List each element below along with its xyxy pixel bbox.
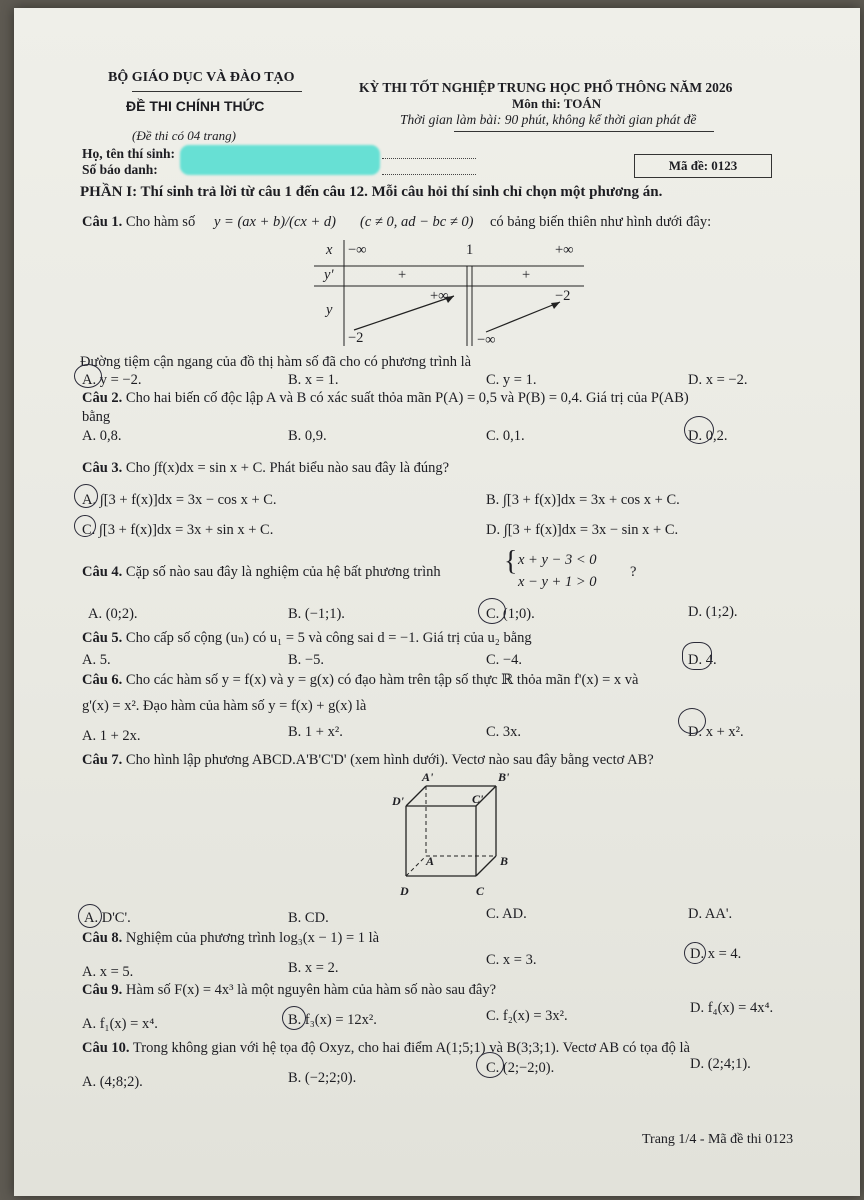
q3-option-a[interactable]: A. ∫[3 + f(x)]dx = 3x − cos x + C. — [82, 492, 277, 508]
q1-option-a[interactable]: A. y = −2. — [82, 372, 142, 388]
table-x-pos-inf: +∞ — [555, 242, 574, 258]
q6-option-d[interactable]: D. x + x². — [688, 724, 744, 740]
q9-option-d[interactable]: D. f₄(x) = 4x⁴. — [690, 1000, 774, 1016]
q9-stem: Câu 9. Hàm số F(x) = 4x³ là một nguyên hàm của hàm số nào sau đây? — [82, 982, 497, 998]
cube-label-b: B — [500, 854, 509, 868]
q2-option-a[interactable]: A. 0,8. — [82, 428, 122, 444]
q8-stem: Câu 8. Nghiệm của phương trình log₃(x − 1) = 1 là — [82, 930, 380, 946]
q9-option-b[interactable]: B. f₃(x) = 12x². — [288, 1012, 377, 1028]
q7-option-d[interactable]: D. AA'. — [688, 906, 733, 922]
q10-stem: Câu 10. Trong không gian với hệ tọa độ Oxyz, cho hai điểm A(1;5;1) và B(3;3;1). Vectơ AB có tọa độ là — [82, 1040, 690, 1056]
ministry-name: BỘ GIÁO DỤC VÀ ĐÀO TẠO — [108, 70, 295, 85]
q5-option-c[interactable]: C. −4. — [486, 652, 522, 668]
q8-option-a[interactable]: A. x = 5. — [82, 964, 134, 980]
table-x-neg-inf: −∞ — [348, 242, 367, 258]
table-x-one: 1 — [466, 242, 474, 258]
q1-question: Đường tiệm cận ngang của đồ thị hàm số đã cho có phương trình là — [80, 354, 472, 370]
q1-option-d[interactable]: D. x = −2. — [688, 372, 748, 388]
q6-option-c[interactable]: C. 3x. — [486, 724, 522, 740]
table-y-top-1: +∞ — [430, 288, 449, 304]
q5-option-b[interactable]: B. −5. — [288, 652, 324, 668]
table-y-label: y — [326, 302, 333, 318]
answer-mark-q2 — [684, 416, 714, 444]
table-sign-1: + — [398, 267, 407, 283]
part-one-heading: PHẦN I: Thí sinh trả lời từ câu 1 đến câu 12. Mỗi câu hỏi thí sinh chỉ chọn một phương án. — [80, 184, 663, 200]
table-y-top-2: −2 — [555, 288, 571, 304]
q8-option-d[interactable]: D. x = 4. — [690, 946, 742, 962]
q5-option-a[interactable]: A. 5. — [82, 652, 111, 668]
table-y-bottom-1: −2 — [348, 330, 364, 346]
answer-mark-q4 — [478, 598, 506, 624]
q3-stem: Câu 3. Cho ∫f(x)dx = sin x + C. Phát biểu nào sau đây là đúng? — [82, 460, 450, 476]
q4-question-mark: ? — [630, 564, 637, 580]
candidate-id-label: Số báo danh: — [82, 162, 158, 177]
q3-option-c[interactable]: C. ∫[3 + f(x)]dx = 3x + sin x + C. — [82, 522, 274, 538]
pages-note: (Đề thi có 04 trang) — [132, 128, 236, 143]
q10-option-c[interactable]: C. (2;−2;0). — [486, 1060, 555, 1076]
time-note: Thời gian làm bài: 90 phút, không kể thời gian phát đề — [400, 112, 697, 127]
q2-option-b[interactable]: B. 0,9. — [288, 428, 327, 444]
q7-option-a[interactable]: A. D'C'. — [84, 910, 131, 926]
answer-mark-q9 — [282, 1006, 306, 1030]
answer-mark-q5 — [682, 642, 712, 670]
q6-stem-end: g'(x) = x². Đạo hàm của hàm số y = f(x) + g(x) là — [82, 698, 367, 714]
q1-option-b[interactable]: B. x = 1. — [288, 372, 339, 388]
redacted-name — [180, 145, 380, 175]
answer-mark-q1 — [74, 364, 102, 388]
q4-option-b[interactable]: B. (−1;1). — [288, 606, 345, 622]
q6-option-b[interactable]: B. 1 + x². — [288, 724, 343, 740]
q8-option-c[interactable]: C. x = 3. — [486, 952, 537, 968]
official-label: ĐỀ THI CHÍNH THỨC — [126, 98, 265, 114]
exam-title: KỲ THI TỐT NGHIỆP TRUNG HỌC PHỔ THÔNG NĂM 2026 — [359, 80, 733, 95]
exam-code-box: Mã đề: 0123 — [634, 154, 772, 178]
cube-label-a-prime: A' — [422, 770, 434, 784]
q7-option-c[interactable]: C. AD. — [486, 906, 527, 922]
table-x-label: x — [326, 242, 333, 258]
q2-stem: Câu 2. Cho hai biến cố độc lập A và B có xác suất thỏa mãn P(A) = 0,5 và P(B) = 0,4. Giá trị của P(AB) — [82, 390, 689, 406]
q1-function: y = (ax + b)/(cx + d) — [214, 214, 336, 230]
table-yprime-label: y' — [324, 267, 334, 283]
cube-label-c-prime: C' — [472, 792, 484, 806]
cube-label-a: A — [426, 854, 435, 868]
q8-option-b[interactable]: B. x = 2. — [288, 960, 339, 976]
answer-mark-q7 — [78, 904, 102, 928]
cube-label-c: C — [476, 884, 485, 898]
q1-condition: (c ≠ 0, ad − bc ≠ 0) — [360, 214, 474, 230]
answer-mark-q3a — [74, 484, 98, 508]
q4-option-c[interactable]: C. (1;0). — [486, 606, 535, 622]
q1-stem: Câu 1. Cho hàm số — [82, 214, 196, 230]
answer-mark-q10 — [476, 1052, 504, 1078]
exam-paper — [14, 8, 860, 1196]
table-sign-2: + — [522, 267, 531, 283]
q10-option-b[interactable]: B. (−2;2;0). — [288, 1070, 357, 1086]
q4-stem: Câu 4. Cặp số nào sau đây là nghiệm của hệ bất phương trình — [82, 564, 441, 580]
q5-option-d[interactable]: D. 4. — [688, 652, 717, 668]
q7-stem: Câu 7. Cho hình lập phương ABCD.A'B'C'D' (xem hình dưới). Vectơ nào sau đây bằng vectơ AB? — [82, 752, 654, 768]
candidate-name-label: Họ, tên thí sinh: — [82, 146, 176, 161]
q1-option-c[interactable]: C. y = 1. — [486, 372, 537, 388]
brace-icon: { — [504, 546, 518, 577]
q4-option-a[interactable]: A. (0;2). — [88, 606, 138, 622]
q2-stem-end: bằng — [82, 409, 111, 425]
q9-option-a[interactable]: A. f₁(x) = x⁴. — [82, 1016, 158, 1032]
q4-option-d[interactable]: D. (1;2). — [688, 604, 738, 620]
q10-option-a[interactable]: A. (4;8;2). — [82, 1074, 143, 1090]
q2-option-c[interactable]: C. 0,1. — [486, 428, 525, 444]
cube-label-d-prime: D' — [392, 794, 404, 808]
q9-option-c[interactable]: C. f₂(x) = 3x². — [486, 1008, 568, 1024]
cube-figure — [406, 784, 509, 894]
cube-label-b-prime: B' — [498, 770, 510, 784]
answer-mark-q3c — [74, 515, 96, 537]
q5-stem: Câu 5. Cho cấp số cộng (uₙ) có u₁ = 5 và công sai d = −1. Giá trị của u₂ bằng — [82, 630, 532, 646]
q4-inequality-1: x + y − 3 < 0 — [518, 552, 597, 568]
q7-option-b[interactable]: B. CD. — [288, 910, 329, 926]
q10-option-d[interactable]: D. (2;4;1). — [690, 1056, 751, 1072]
q3-option-d[interactable]: D. ∫[3 + f(x)]dx = 3x − sin x + C. — [486, 522, 679, 538]
cube-label-d: D — [400, 884, 409, 898]
answer-mark-q8 — [684, 942, 706, 964]
q1-stem-end: có bảng biến thiên như hình dưới đây: — [490, 214, 712, 230]
q6-stem: Câu 6. Cho các hàm số y = f(x) và y = g(x) có đạo hàm trên tập số thực ℝ thỏa mãn f'(x) = x và — [82, 672, 639, 688]
q4-inequality-2: x − y + 1 > 0 — [518, 574, 597, 590]
table-y-bottom-2: −∞ — [477, 332, 496, 348]
answer-mark-q6 — [678, 708, 706, 734]
q3-option-b[interactable]: B. ∫[3 + f(x)]dx = 3x + cos x + C. — [486, 492, 680, 508]
q2-option-d[interactable]: D. 0,2. — [688, 428, 728, 444]
page-footer: Trang 1/4 - Mã đề thi 0123 — [642, 1132, 794, 1147]
q6-option-a[interactable]: A. 1 + 2x. — [82, 728, 141, 744]
subject: Môn thi: TOÁN — [512, 96, 602, 111]
